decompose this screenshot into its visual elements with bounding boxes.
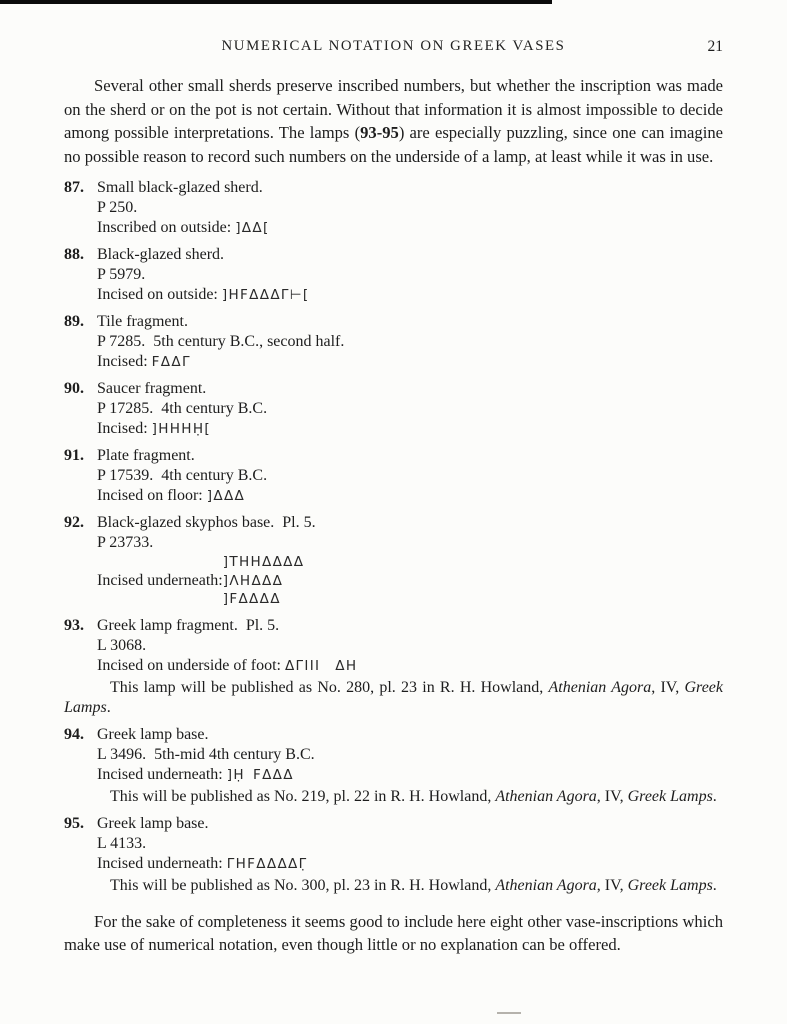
text-segment: This will be published as No. 300, pl. 23 in R. H. Howland, [110, 876, 496, 894]
inscription-label: Incised: [97, 353, 152, 370]
entry-line [97, 419, 723, 439]
entry-note [64, 787, 723, 807]
inscription-text: ]ΔΔ[ [235, 220, 270, 236]
catalog-entry [64, 245, 723, 305]
scan-artifact-bottom-mark [497, 1012, 521, 1014]
inscription-label: Incised on floor: [97, 487, 207, 504]
text-segment: Athenian Agora [495, 787, 597, 805]
text-segment: , IV, [596, 787, 628, 805]
inscription-text: ]HϜΔΔΔΓ⊢[ [221, 287, 310, 303]
entry-number: 90. [64, 380, 84, 397]
inscription-text: ]Ḥ ϜΔΔΔ [226, 766, 294, 783]
scan-artifact-top-line [0, 0, 552, 4]
entry-line [97, 218, 723, 238]
text-segment: This will be published as No. 219, pl. 22 in R. H. Howland, [110, 787, 496, 805]
entry-line: P 5979. [97, 266, 146, 283]
inscription-text: ϜΔΔΓ [151, 354, 191, 370]
text-segment: Greek Lamps [627, 876, 713, 894]
inscription-text: ]ΔΔΔ [206, 488, 246, 504]
text-segment: Greek Lamps [627, 787, 713, 805]
entry-line [97, 285, 723, 305]
page-number: 21 [707, 38, 723, 55]
inscription-label: Incised underneath: [97, 571, 223, 589]
entry-line: Black-glazed sherd. [97, 246, 225, 263]
entry-number: 93. [64, 616, 84, 634]
text-segment: For the sake of completeness it seems good to include here eight other vase-inscriptions which make use of numerical notation, even though little or no explanation can be offered. [64, 911, 723, 954]
catalog-entry [64, 814, 723, 896]
entry-line: Black-glazed skyphos base. Pl. 5. [97, 514, 316, 531]
inscription-text: ]ΛHΔΔΔ [222, 572, 284, 589]
entry-line [97, 486, 723, 506]
text-segment: Greek Lamps [64, 678, 723, 716]
entry-line: P 250. [97, 199, 138, 216]
entry-line: L 3496. 5th-mid 4th century B.C. [97, 745, 315, 763]
inscription-label: Incised underneath: [97, 765, 227, 783]
entry-line: L 3068. [97, 636, 147, 654]
catalog-entry [64, 616, 723, 718]
entry-line [97, 352, 723, 372]
entry-inscription-stack [97, 553, 723, 609]
entry-line: L 4133. [97, 834, 147, 852]
text-segment: ) are especially puzzling, since one can imagine no possible reason to record such numbers on the underside of a lamp, at least while it was in use. [64, 123, 723, 166]
inscription-label: Incised on outside: [97, 286, 222, 303]
inscription-text: ]THHΔΔΔΔ [222, 554, 305, 570]
inscription-text: ΓHϜΔΔΔΔΓ̣ [226, 855, 308, 872]
text-segment: Athenian Agora [548, 678, 652, 696]
text-segment: , IV, [651, 678, 685, 696]
entry-line: Tile fragment. [97, 313, 188, 330]
inscription-label: Incised: [97, 420, 152, 437]
text-segment: . [712, 787, 717, 805]
entry-number: 94. [64, 725, 84, 743]
entry-note [64, 678, 723, 718]
inscription-text: ΔΓIII ΔH [284, 657, 358, 674]
page-header [64, 38, 723, 60]
inscription-stack-column [223, 553, 305, 609]
text-segment: 93-95 [360, 123, 399, 142]
entry-line: Saucer fragment. [97, 380, 207, 397]
entry-line: Greek lamp base. [97, 814, 209, 832]
entry-line: P 7285. 5th century B.C., second half. [97, 333, 345, 350]
inscription-text: ]ϜΔΔΔΔ [222, 591, 281, 607]
catalog-entry [64, 725, 723, 807]
text-segment: . [712, 876, 717, 894]
entry-line: Plate fragment. [97, 447, 195, 464]
entry-line [97, 854, 723, 874]
text-segment: , IV, [596, 876, 628, 894]
entry-note [64, 876, 723, 896]
text-segment: . [106, 698, 111, 716]
text-segment: Athenian Agora [495, 876, 597, 894]
entry-number: 88. [64, 246, 84, 263]
inscription-label: Inscribed on outside: [97, 219, 236, 236]
entry-line [97, 656, 723, 676]
inscription-label: Incised underneath: [97, 854, 227, 872]
entry-number: 91. [64, 447, 84, 464]
entry-line: Greek lamp base. [97, 725, 209, 743]
catalog-entry [64, 446, 723, 506]
catalog-entry [64, 379, 723, 439]
text-segment: Several other small sherds preserve inscribed numbers, but whether the inscription was made on the sherd or on the pot is not certain. Without that information it is almost impossible to decide among possible interpretations. The lamps ( [64, 76, 723, 142]
entry-number: 89. [64, 313, 84, 330]
text-segment: This lamp will be published as No. 280, pl. 23 in R. H. Howland, [110, 678, 549, 696]
entry-line: Greek lamp fragment. Pl. 5. [97, 616, 280, 634]
intro-paragraph [64, 74, 723, 168]
inscription-label: Incised on underside of foot: [97, 656, 285, 674]
entry-line: P 23733. [97, 534, 154, 551]
catalog-entries [64, 178, 723, 896]
entry-number: 87. [64, 179, 84, 196]
closing-paragraph [64, 910, 723, 957]
catalog-entry [64, 178, 723, 238]
entry-line: Small black-glazed sherd. [97, 179, 263, 196]
inscription-text: ]HHHḤ[ [151, 421, 211, 437]
entry-number: 92. [64, 514, 84, 531]
entry-line: P 17285. 4th century B.C. [97, 400, 268, 417]
entry-line [97, 765, 723, 785]
catalog-entry [64, 312, 723, 372]
running-title: NUMERICAL NOTATION ON GREEK VASES [221, 38, 566, 54]
catalog-entry [64, 513, 723, 609]
entry-number: 95. [64, 814, 84, 832]
entry-line: P 17539. 4th century B.C. [97, 467, 268, 484]
